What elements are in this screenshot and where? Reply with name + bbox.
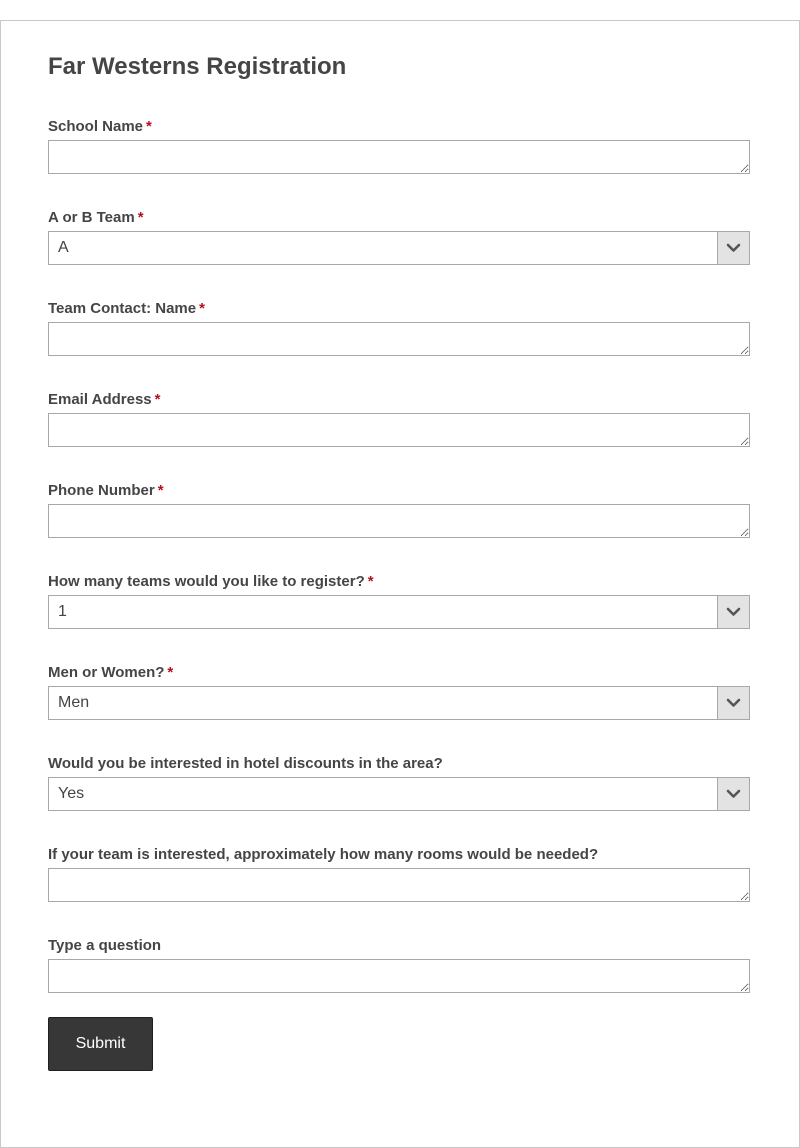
chevron-down-icon — [726, 697, 741, 709]
gender-select[interactable] — [48, 686, 750, 720]
label-text: Type a question — [48, 937, 162, 954]
question-input[interactable] — [48, 959, 750, 993]
submit-button[interactable]: Submit — [48, 1017, 153, 1071]
label-text: How many teams would you like to register? — [48, 573, 365, 590]
label-text: Phone Number — [48, 482, 155, 499]
required-marker: * — [154, 391, 161, 408]
field-school-name — [48, 118, 750, 136]
dropdown-button[interactable] — [717, 778, 749, 810]
required-marker: * — [367, 573, 374, 590]
field-question — [48, 937, 750, 955]
field-label — [48, 209, 750, 227]
form-title: Far Westerns Registration — [48, 53, 347, 80]
field-team-count — [48, 573, 750, 620]
label-text: If your team is interested, approximately how many rooms would be needed? — [48, 846, 599, 863]
dropdown-button[interactable] — [717, 687, 749, 719]
selected-value: A — [58, 239, 69, 256]
field-label — [48, 755, 750, 773]
required-marker: * — [167, 664, 174, 681]
phone-input[interactable] — [48, 504, 750, 538]
hotel-interest-select[interactable] — [48, 777, 750, 811]
selected-value: 1 — [58, 603, 67, 620]
field-label — [48, 482, 750, 500]
field-label — [48, 937, 750, 955]
chevron-down-icon — [726, 242, 741, 254]
required-marker: * — [157, 482, 164, 499]
field-label — [48, 391, 750, 409]
required-marker: * — [137, 209, 144, 226]
selected-value: Yes — [58, 785, 85, 802]
label-text: Team Contact: Name — [48, 300, 197, 317]
school-name-input[interactable] — [48, 140, 750, 174]
field-label — [48, 118, 750, 136]
chevron-down-icon — [726, 606, 741, 618]
field-hotel-interest — [48, 755, 750, 802]
team-letter-select[interactable] — [48, 231, 750, 265]
dropdown-button[interactable] — [717, 596, 749, 628]
email-input[interactable] — [48, 413, 750, 447]
label-text: School Name — [48, 118, 144, 135]
field-label — [48, 664, 750, 682]
label-text: Email Address — [48, 391, 152, 408]
rooms-needed-input[interactable] — [48, 868, 750, 902]
field-label — [48, 846, 750, 864]
required-marker: * — [146, 118, 152, 135]
team-count-select[interactable] — [48, 595, 750, 629]
required-marker: * — [199, 300, 205, 317]
field-label — [48, 573, 750, 591]
field-contact-name — [48, 300, 750, 318]
label-text: Men or Women? — [48, 664, 165, 681]
field-gender — [48, 664, 750, 711]
label-text: A or B Team — [48, 209, 135, 226]
field-team-letter — [48, 209, 750, 256]
field-rooms-needed — [48, 846, 750, 864]
label-text: Would you be interested in hotel discounts in the area? — [48, 755, 443, 772]
selected-value: Men — [58, 694, 90, 711]
field-email — [48, 391, 750, 409]
field-phone — [48, 482, 750, 500]
chevron-down-icon — [726, 788, 741, 800]
field-label — [48, 300, 750, 318]
contact-name-input[interactable] — [48, 322, 750, 356]
dropdown-button[interactable] — [717, 232, 749, 264]
